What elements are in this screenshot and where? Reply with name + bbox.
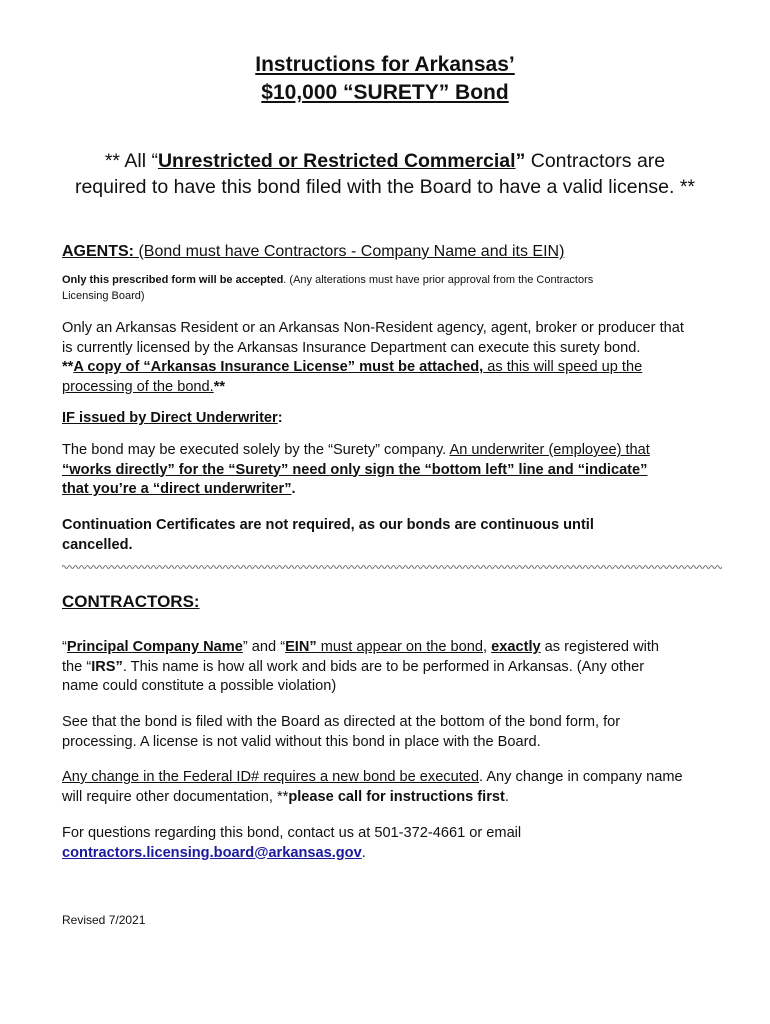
principal-company-name: Principal Company Name [66, 639, 243, 655]
irs-label: IRS” [91, 658, 123, 675]
contractors-paragraph-3 [62, 768, 722, 807]
p1-rest: as registered with [540, 639, 660, 655]
agents-heading: AGENTS: [62, 243, 134, 260]
p1-quote: “ [62, 639, 67, 655]
contractors-paragraph-4 [62, 824, 722, 863]
email-link[interactable]: contractors.licensing.board@arkansas.gov [62, 844, 362, 861]
prescribed-dot: . [283, 274, 287, 286]
wavy-divider [62, 560, 722, 574]
contractors-heading: CONTRACTORS: [62, 592, 200, 611]
p1-mid: ” and “ [242, 639, 286, 655]
page-title-line-2: $10,000 “SURETY” Bond [261, 81, 509, 104]
p3-call-instructions: please call for instructions first [288, 788, 505, 805]
copy-rest-b: processing of the bond. [62, 378, 214, 395]
resident-line-b: is currently licensed by the Arkansas Insurance Department can execute this surety bond. [62, 339, 641, 356]
p3-rest: . Any change in company name [479, 769, 683, 785]
underwriter-paragraph [62, 441, 722, 500]
p4-line-a: For questions regarding this bond, contact us at 501-372-4661 or email [62, 825, 522, 841]
agents-resident-paragraph [62, 319, 722, 397]
copy-end: ** [213, 378, 226, 395]
page-title-line-1: Instructions for Arkansas’ [255, 53, 515, 76]
underwriter-text-plain: The bond may be executed solely by the “Surety” company. [62, 442, 450, 458]
copy-license-required: A copy of “Arkansas Insurance License” must be attached, [73, 359, 484, 375]
revised-date: Revised 7/2021 [62, 913, 146, 927]
continuation-note [62, 516, 722, 555]
agents-heading-note: (Bond must have Contractors - Company Name and its EIN) [134, 243, 565, 260]
p1-line2-b: . This name is how all work and bids are to be performed in Arkansas. (Any other [122, 658, 645, 675]
agents-prescribed-note [62, 272, 722, 304]
prescribed-bold: Only this prescribed form will be accepted [62, 274, 284, 286]
underwriter-bold-b: that you’re a “direct underwriter” [62, 481, 292, 497]
p2-line-a: See that the bond is filed with the Board as directed at the bottom of the bond form, for [62, 714, 621, 730]
continuation-line-a: Continuation Certificates are not required, as our bonds are continuous until [62, 517, 594, 533]
underwriter-bold-a: “works directly” for the “Surety” need only sign the “bottom left” line and “indicate” [62, 461, 648, 478]
underwriter-text-underline: An underwriter (employee) that [449, 442, 650, 458]
copy-rest-a: as this will speed up the [483, 359, 643, 375]
p1-exactly: exactly [491, 639, 541, 655]
prescribed-note-b: Licensing Board) [62, 290, 145, 302]
underwriter-heading: IF issued by Direct Underwriter [62, 410, 278, 426]
continuation-line-b: cancelled. [62, 536, 133, 553]
copy-stars: ** [62, 359, 74, 375]
intro-text-b: required to have this bond filed with the Board to have a valid license. ** [74, 176, 696, 198]
p4-end: . [361, 844, 366, 861]
p3-federal-id-change: Any change in the Federal ID# requires a new bond be executed [62, 769, 480, 785]
resident-line-a: Only an Arkansas Resident or an Arkansas Non-Resident agency, agent, broker or producer that [62, 320, 684, 336]
p1-must-appear: must appear on the bond [316, 639, 484, 655]
intro-notice [50, 148, 720, 200]
p3-end: . [504, 788, 509, 805]
intro-text-a: Contractors are [525, 150, 666, 172]
p3-line-b-plain: will require other documentation, ** [62, 788, 289, 805]
agents-heading-line [62, 241, 722, 263]
intro-highlight: Unrestricted or Restricted Commercial [157, 150, 516, 172]
intro-prefix: ** All “ [104, 150, 158, 172]
p1-comma: , [483, 639, 492, 655]
contractors-paragraph-2 [62, 713, 722, 752]
underwriter-heading-line [62, 409, 722, 429]
intro-close-quote: ” [515, 150, 526, 172]
p2-line-b: processing. A license is not valid without this bond in place with the Board. [62, 733, 541, 750]
ein-label: EIN” [285, 639, 317, 655]
p1-line2-a: the “ [62, 658, 92, 675]
prescribed-note-a: (Any alterations must have prior approval from the Contractors [286, 274, 594, 286]
underwriter-bold-end: . [291, 481, 296, 497]
p1-line3: name could constitute a possible violation) [62, 678, 337, 694]
underwriter-colon: : [277, 410, 283, 426]
contractors-paragraph-1 [62, 638, 722, 697]
